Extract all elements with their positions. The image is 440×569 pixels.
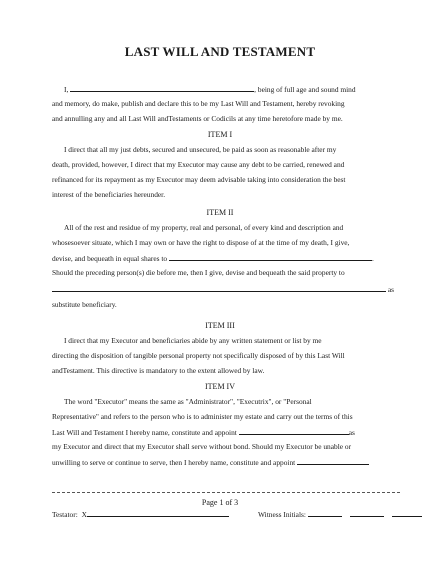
item-3-line-1: I direct that my Executor and beneficiaries abide by any written statement or list by me <box>64 336 322 345</box>
item-4-line-4: my Executor and direct that my Executor shall serve without bond. Should my Executor be unable or <box>52 442 352 451</box>
executor-name-field[interactable] <box>239 427 349 435</box>
page-number: Page 1 of 3 <box>201 498 239 507</box>
item-2-line-3 <box>52 253 374 263</box>
item-3-heading: ITEM III <box>205 321 235 330</box>
item-4-line-2: Representative" and refers to the person who is to administer my estate and carry out the terms of this <box>52 412 353 421</box>
item-2-line-4: Should the preceding person(s) die before me, then I give, devise and bequeath the said property to <box>52 268 345 277</box>
intro-line-1-rest: , being of full age and sound mind <box>254 85 356 94</box>
item-2-heading: ITEM II <box>206 208 234 217</box>
intro-line-1 <box>64 84 356 94</box>
witness-initials-label: Witness Initials: <box>258 510 306 519</box>
item-2-line-1: All of the rest and residue of my property, real and personal, of every kind and description and <box>64 223 344 232</box>
witness-initials-field-1[interactable] <box>308 509 342 517</box>
substitute-beneficiary-field[interactable] <box>52 284 386 292</box>
item-4-line-5-text: unwilling to serve or continue to serve, then I hereby name, constitute and appoint <box>52 458 296 467</box>
item-4-line-3 <box>52 427 355 437</box>
witness-initials-line <box>258 509 422 519</box>
item-4-line-3-text: Last Will and Testament I hereby name, constitute and appoint <box>52 428 237 437</box>
alternate-executor-field[interactable] <box>297 457 369 465</box>
item-2-line-3-end: . <box>372 254 374 263</box>
item-2-line-5-end: as <box>387 285 395 294</box>
item-4-heading: ITEM IV <box>205 382 235 391</box>
intro-line-3: and annulling any and all Last Will andTestaments or Codicils at any time heretofore made by me. <box>52 114 343 123</box>
item-1-line-4: interest of the beneficiaries hereunder. <box>52 190 166 199</box>
item-1-line-2: death, provided, however, I direct that my Executor may cause any debt to be carried, renewed and <box>52 160 345 169</box>
item-3-line-2: directing the disposition of tangible personal property not specifically disposed of by this Last Will <box>52 351 345 360</box>
witness-initials-field-3[interactable] <box>392 509 422 517</box>
witness-initials-field-2[interactable] <box>350 509 384 517</box>
testator-mark: X <box>81 510 87 519</box>
item-3-line-3: andTestament. This directive is mandatory to the extent allowed by law. <box>52 366 265 375</box>
beneficiaries-field[interactable] <box>169 253 372 261</box>
intro-i: I, <box>64 85 69 94</box>
testator-name-field[interactable] <box>70 84 254 92</box>
footer-separator <box>52 492 400 493</box>
testator-signature-line <box>52 509 229 519</box>
item-1-line-3: refinanced for its repayment as my Executor may deem advisable taking into consideration the best <box>52 175 346 184</box>
item-1-line-1: I direct that all my just debts, secured and unsecured, be paid as soon as reasonable after my <box>64 145 337 154</box>
testator-signature-field[interactable] <box>87 509 229 517</box>
document-title: LAST WILL AND TESTAMENT <box>124 44 316 59</box>
item-2-line-2: whosesoever situate, which I may own or have the right to dispose of at the time of my death, I give, <box>52 238 350 247</box>
testator-label: Testator: <box>52 510 78 519</box>
item-4-line-3-end: as <box>348 428 355 437</box>
intro-line-2: and memory, do make, publish and declare this to be my Last Will and Testament, hereby revoking <box>52 99 345 108</box>
item-2-line-5 <box>52 284 394 294</box>
item-1-heading: ITEM I <box>207 130 233 139</box>
item-4-line-1: The word "Executor" means the same as "Administrator", "Executrix", or "Personal <box>64 397 312 406</box>
item-2-line-3-text: devise, and bequeath in equal shares to <box>52 254 168 263</box>
item-4-line-5 <box>52 457 369 467</box>
item-2-line-6: substitute beneficiary. <box>52 300 117 309</box>
